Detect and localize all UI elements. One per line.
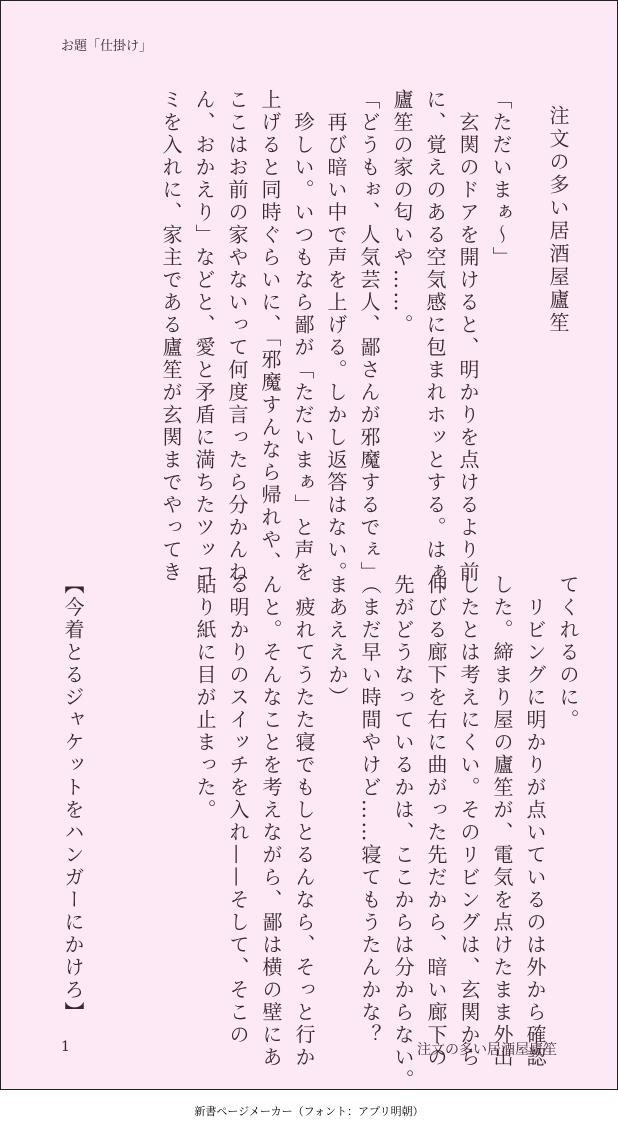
text-line: ここはお前の家やないって何度言ったら分かんね (225, 89, 249, 584)
text-line: ん、おかえり」などと、愛と矛盾に満ちたツッコ (192, 89, 216, 584)
text-line: てくれるのに。 (556, 574, 580, 732)
text-line: 廬笙の家の匂いや……。 (390, 89, 414, 337)
text-line (89, 574, 122, 1092)
credit-text: 新書ページメーカー（フォント：アプリ明朝） (194, 1105, 424, 1118)
text-line: 再び暗い中で声を上げる。しかし返答はない。 (324, 89, 348, 584)
text-line: 貼り紙に目が止まった。 (193, 574, 217, 822)
text-line (155, 574, 188, 1092)
body-text-top (154, 89, 517, 607)
text-line (122, 574, 155, 1092)
text-line: した。締まり屋の廬笙が、電気を点けたまま外出 (490, 574, 514, 1069)
text-line: る明かりのスイッチを入れ——そして、そこの (226, 574, 250, 1047)
text-line: 上げると同時ぐらいに、「邪魔すんなら帰れや、 (258, 89, 282, 574)
body-text-bottom (56, 574, 584, 1092)
text-line: 玄関のドアを開けると、明かりを点けるより前 (456, 89, 480, 584)
text-line: に、覚えのある空気感に包まれホッとする。はぁ、 (423, 89, 447, 607)
story-title: 注文の多い居酒屋廬笙 (546, 105, 570, 335)
prompt-label: お題「仕掛け」 (61, 39, 153, 54)
page-number: 1 (61, 1039, 70, 1055)
text-line: 【今着とるジャケットをハンガーにかけろ】 (61, 574, 85, 1024)
text-line: まあええか） (325, 574, 349, 709)
text-line: 「どうもぉ、人気芸人、鄙さんが邪魔するでぇ」 (357, 89, 381, 584)
text-line: 疲れてうたた寝でもしとるんなら、そっと行か (292, 574, 316, 1069)
running-title: 注文の多い居酒屋廬笙 (417, 1042, 557, 1058)
text-line: したとは考えにくい。そのリビングは、玄関から (457, 574, 481, 1069)
text-line: ミを入れに、家主である廬笙が玄関までやってき (159, 89, 183, 584)
text-line: リビングに明かりが点いているのは外から確認 (523, 574, 547, 1069)
text-line: 珍しい。いつもなら鄙が「ただいまぁ」と声を (291, 89, 315, 584)
text-line: 「ただいまぁ〜」 (489, 89, 513, 269)
text-line: （まだ早い時間やけど……寝てもうたんかな？ (358, 574, 382, 1047)
text-line: んと。そんなことを考えながら、鄙は横の壁にあ (259, 574, 283, 1069)
text-line: 先がどうなっているかは、ここからは分からない。 (391, 574, 415, 1092)
text-line: 伸びる廊下を右に曲がった先だから、暗い廊下の (424, 574, 448, 1069)
